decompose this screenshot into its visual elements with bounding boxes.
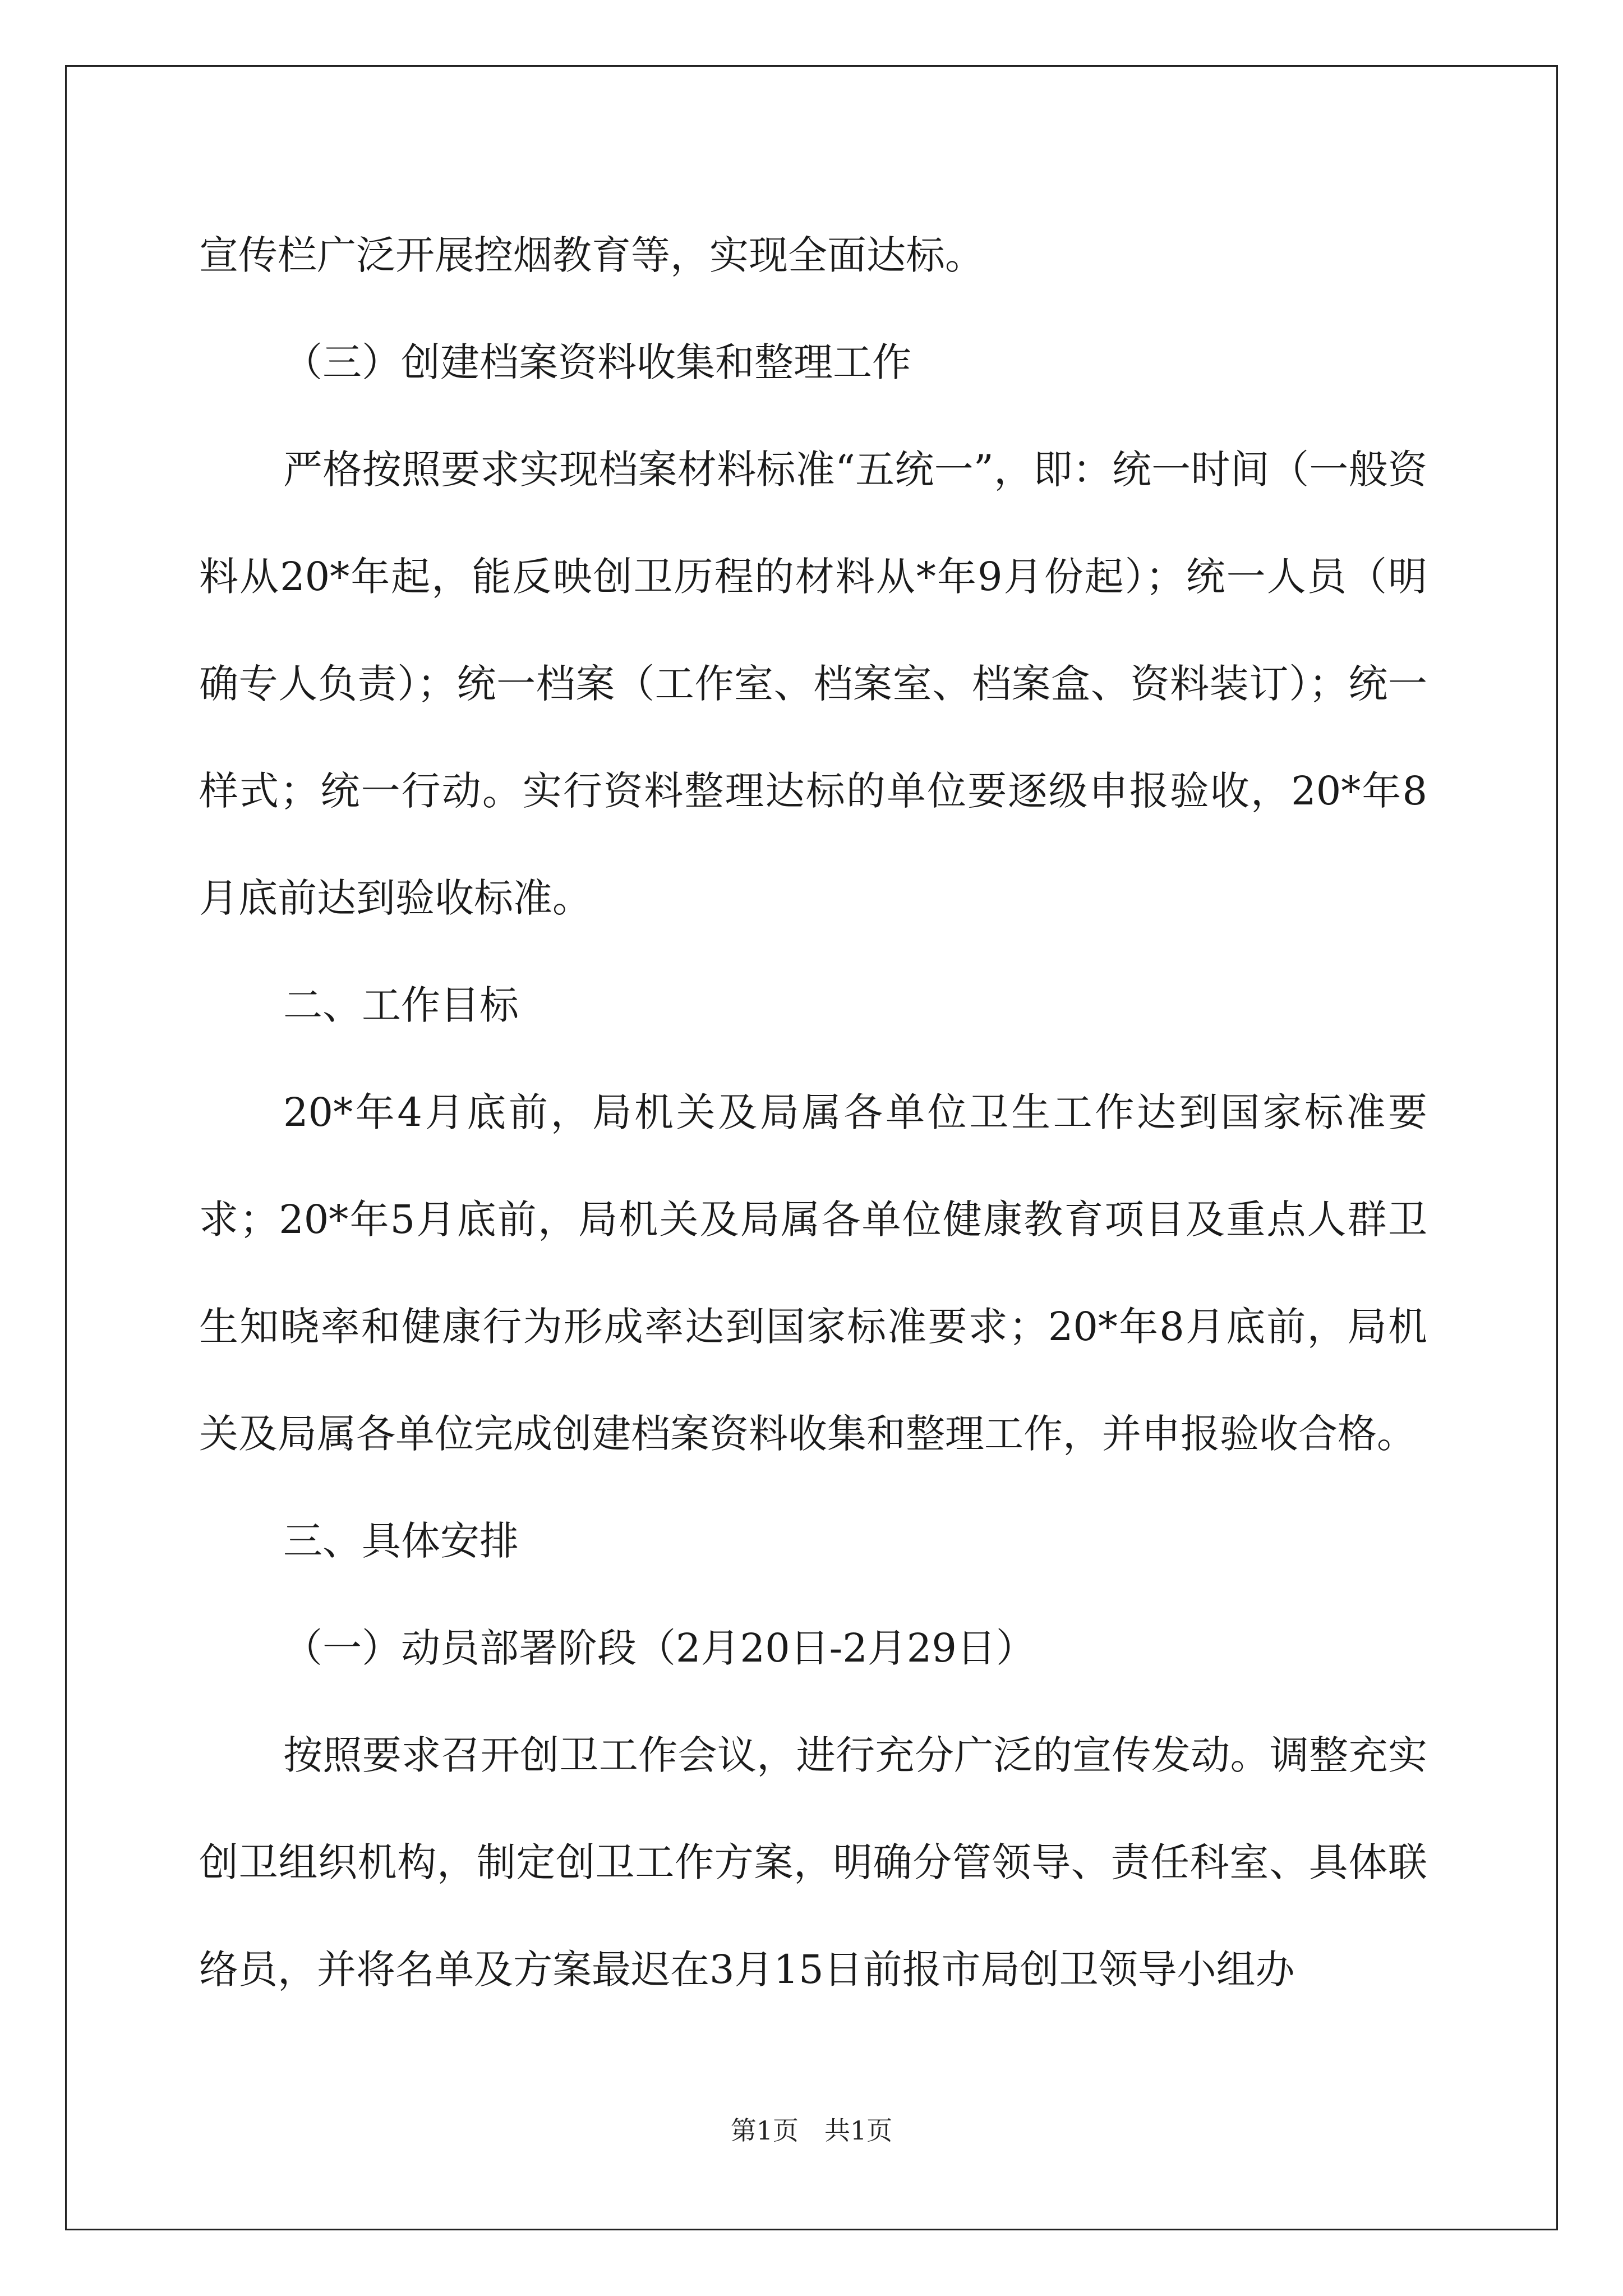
document-body	[199, 202, 1427, 2023]
page-footer: 第1页 共1页	[730, 2115, 893, 2146]
section-heading-work-goals: 二、工作目标	[283, 982, 519, 1028]
section-heading-archive-work: （三）创建档案资料收集和整理工作	[283, 339, 911, 385]
paragraph-continuation: 宣传栏广泛开展控烟教育等，实现全面达标。	[199, 232, 984, 278]
paragraph-mobilization: 按照要求召开创卫工作会议，进行充分广泛的宣传发动。调整充实创卫组织机构，制定创卫工作方案，明确分管领导、责任科室、具体联络员，并将名单及方案最迟在3月15日前报市局创卫领导小组办	[199, 1732, 1427, 1993]
paragraph-archive-standards: 严格按照要求实现档案材料标准“五统一”，即：统一时间（一般资料从20*年起，能反映创卫历程的材料从*年9月份起）；统一人员（明确专人负责）；统一档案（工作室、档案室、档案盒、资料装订）；统一样式；统一行动。实行资料整理达标的单位要逐级申报验收，20*年8月底前达到验收标准。	[199, 447, 1427, 921]
section-heading-mobilization-stage: （一）动员部署阶段（2月20日-2月29日）	[283, 1625, 1035, 1671]
paragraph-work-goals: 20*年4月底前，局机关及局属各单位卫生工作达到国家标准要求；20*年5月底前，局机关及局属各单位健康教育项目及重点人群卫生知晓率和健康行为形成率达到国家标准要求；20*年8月底前，局机关及局属各单位完成创建档案资料收集和整理工作，并申报验收合格。	[199, 1089, 1427, 1457]
section-heading-arrangements: 三、具体安排	[283, 1518, 519, 1564]
